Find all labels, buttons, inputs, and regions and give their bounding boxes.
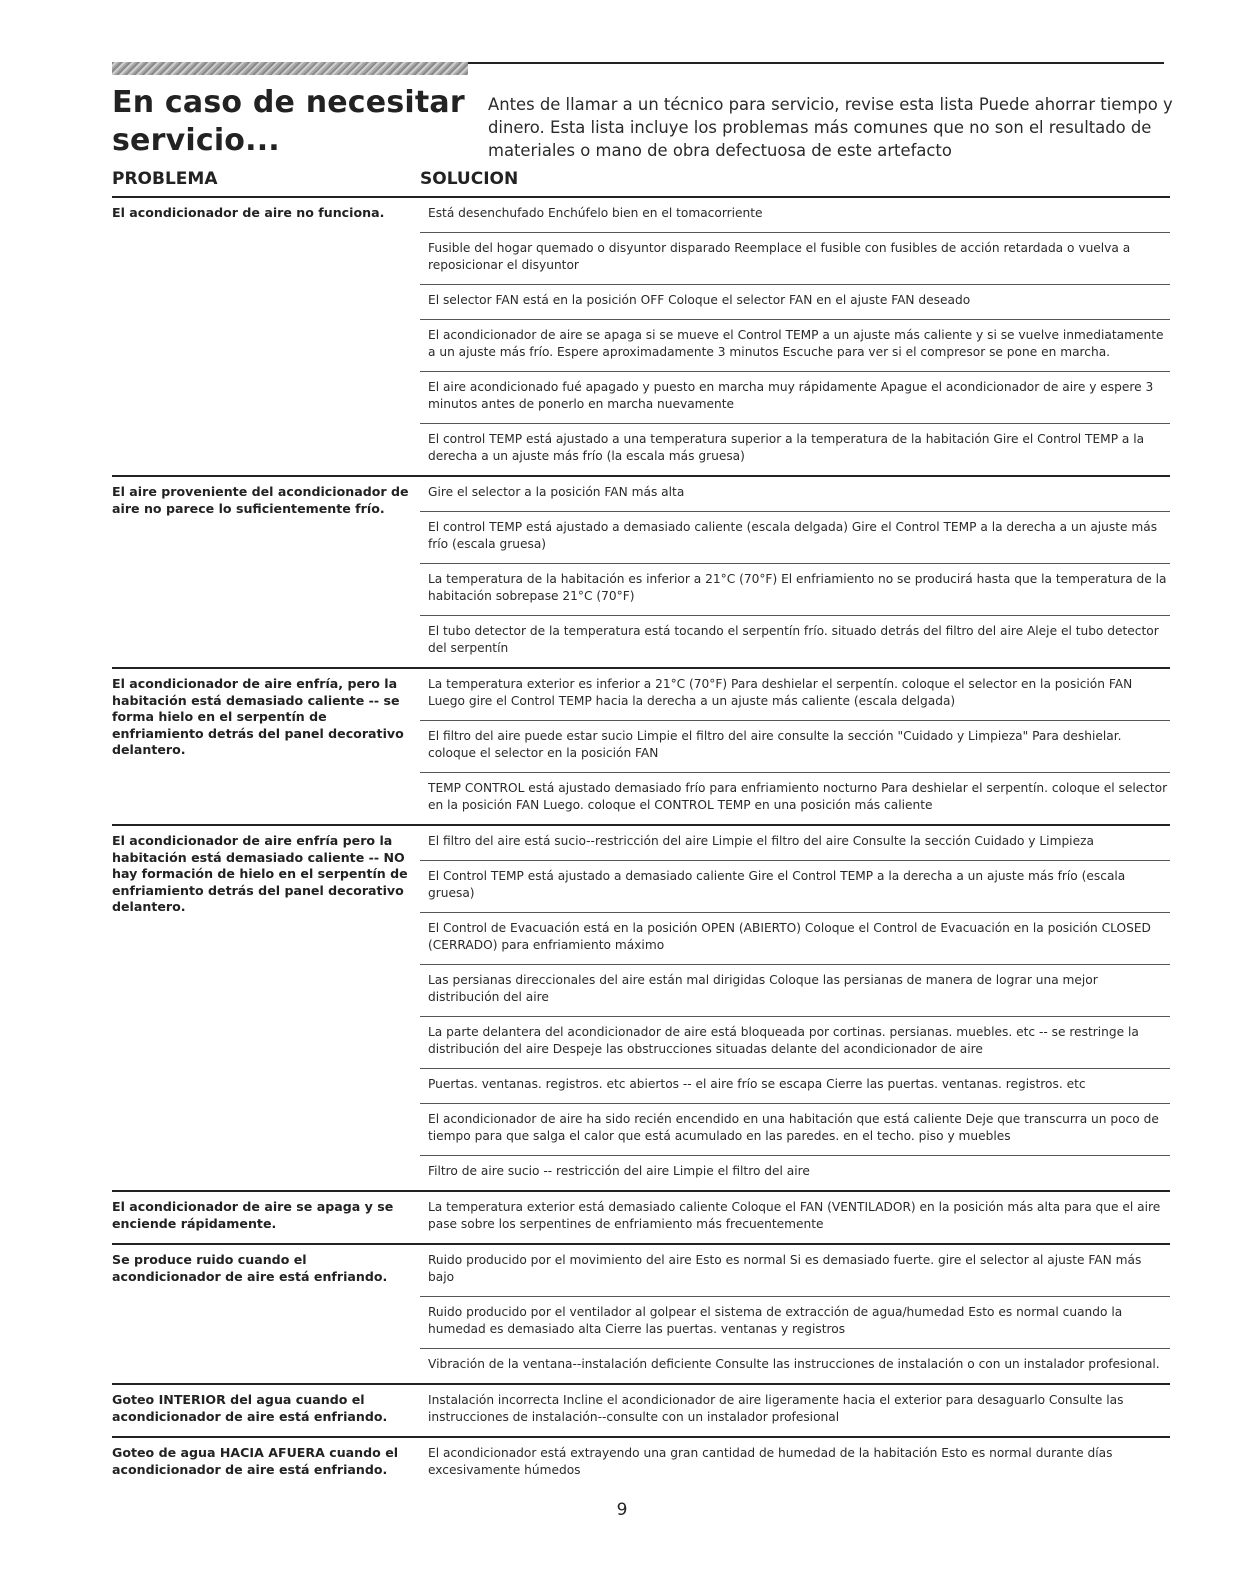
header-bar <box>112 60 1164 76</box>
trouble-group <box>112 824 1170 1190</box>
trouble-group <box>112 1190 1170 1243</box>
solution-item: Las persianas direccionales del aire están mal dirigidas Coloque las persianas de manera de lograr una mejor distribución del aire <box>420 964 1170 1016</box>
solution-list <box>420 1192 1170 1243</box>
solution-item: El selector FAN está en la posición OFF Coloque el selector FAN en el ajuste FAN deseado <box>420 284 1170 319</box>
column-header-problem: PROBLEMA <box>112 169 218 189</box>
solution-list <box>420 669 1170 824</box>
solution-item: El control TEMP está ajustado a demasiado caliente (escala delgada) Gire el Control TEMP a la derecha a un ajuste más frío (escala gruesa) <box>420 511 1170 563</box>
solution-list <box>420 1385 1170 1436</box>
solution-item: Está desenchufado Enchúfelo bien en el tomacorriente <box>428 206 763 220</box>
solution-item: Instalación incorrecta Incline el acondicionador de aire ligeramente hacia el exterior para desaguarlo Consulte las instrucciones de instalación--consulte con un instalador profesional <box>428 1393 1124 1424</box>
problem-text: El acondicionador de aire enfría, pero la habitación está demasiado caliente -- se forma hielo en el serpentín de enfriamiento detrás del panel decorativo delantero. <box>112 676 404 757</box>
solution-list <box>420 198 1170 475</box>
solution-item: El acondicionador de aire ha sido recién encendido en una habitación que está caliente Deje que transcurra un poco de tiempo para que salga el calor que está acumulado en las paredes. en el techo. piso y muebles <box>420 1103 1170 1155</box>
solution-item: El Control de Evacuación está en la posición OPEN (ABIERTO) Coloque el Control de Evacuación en la posición CLOSED (CERRADO) para enfriamiento máximo <box>420 912 1170 964</box>
solution-item: El acondicionador de aire se apaga si se mueve el Control TEMP a un ajuste más caliente y si se vuelve inmediatamente a un ajuste más frío. Espere aproximadamente 3 minutos Escuche para ver si el compresor se pone en marcha. <box>420 319 1170 371</box>
solution-item: Ruido producido por el movimiento del aire Esto es normal Si es demasiado fuerte. gire el selector al ajuste FAN más bajo <box>428 1253 1142 1284</box>
problem-text: El acondicionador de aire enfría pero la habitación está demasiado caliente -- NO hay formación de hielo en el serpentín de enfriamiento detrás del panel decorativo delantero. <box>112 833 408 914</box>
intro-paragraph: Antes de llamar a un técnico para servicio, revise esta lista Puede ahorrar tiempo y dinero. Esta lista incluye los problemas más comunes que no son el resultado de materiales o mano de obra defectuosa de este artefacto <box>488 95 1173 160</box>
solution-item: El control TEMP está ajustado a una temperatura superior a la temperatura de la habitación Gire el Control TEMP a la derecha a un ajuste más frío (la escala más gruesa) <box>420 423 1170 475</box>
solution-list <box>420 1245 1170 1383</box>
problem-text: Se produce ruido cuando el acondicionador de aire está enfriando. <box>112 1252 388 1284</box>
trouble-group <box>112 1243 1170 1383</box>
problem-text: El acondicionador de aire se apaga y se enciende rápidamente. <box>112 1199 394 1231</box>
solution-item: Fusible del hogar quemado o disyuntor disparado Reemplace el fusible con fusibles de acción retardada o vuelva a reposicionar el disyuntor <box>420 232 1170 284</box>
page-title: En caso de necesitar servicio... <box>112 85 465 158</box>
trouble-group <box>112 1383 1170 1436</box>
trouble-group <box>112 475 1170 667</box>
solution-item: Puertas. ventanas. registros. etc abiertos -- el aire frío se escapa Cierre las puertas. ventanas. registros. etc <box>420 1068 1170 1103</box>
header-pattern-strip <box>112 62 468 75</box>
trouble-group <box>112 667 1170 824</box>
solution-list <box>420 1438 1170 1489</box>
page-number: 9 <box>616 1500 628 1520</box>
solution-item: El Control TEMP está ajustado a demasiado caliente Gire el Control TEMP a la derecha a un ajuste más frío (escala gruesa) <box>420 860 1170 912</box>
solution-item: Vibración de la ventana--instalación deficiente Consulte las instrucciones de instalación o con un instalador profesional. <box>420 1348 1170 1383</box>
solution-item: La parte delantera del acondicionador de aire está bloqueada por cortinas. persianas. muebles. etc -- se restringe la distribución del aire Despeje las obstrucciones situadas delante del acondicionador de aire <box>420 1016 1170 1068</box>
solution-item: El filtro del aire está sucio--restricción del aire Limpie el filtro del aire Consulte la sección Cuidado y Limpieza <box>428 834 1094 848</box>
problem-text: El acondicionador de aire no funciona. <box>112 205 385 220</box>
troubleshooting-table <box>112 196 1170 1489</box>
solution-item: El aire acondicionado fué apagado y puesto en marcha muy rápidamente Apague el acondicionador de aire y espere 3 minutos antes de ponerlo en marcha nuevamente <box>420 371 1170 423</box>
solution-item: La temperatura de la habitación es inferior a 21°C (70°F) El enfriamiento no se producirá hasta que la temperatura de la habitación sobrepase 21°C (70°F) <box>420 563 1170 615</box>
solution-list <box>420 477 1170 667</box>
problem-text: El aire proveniente del acondicionador de aire no parece lo suficientemente frío. <box>112 484 409 516</box>
solution-item: TEMP CONTROL está ajustado demasiado frío para enfriamiento nocturno Para deshielar el serpentín. coloque el selector en la posición FAN Luego. coloque el CONTROL TEMP en una posición más caliente <box>420 772 1170 824</box>
solution-item: Ruido producido por el ventilador al golpear el sistema de extracción de agua/humedad Esto es normal cuando la humedad es demasiado alta Cierre las puertas. ventanas y registros <box>420 1296 1170 1348</box>
column-header-solution: SOLUCION <box>420 169 519 189</box>
solution-item: El acondicionador está extrayendo una gran cantidad de humedad de la habitación Esto es normal durante días excesivamente húmedos <box>428 1446 1113 1477</box>
solution-item: El filtro del aire puede estar sucio Limpie el filtro del aire consulte la sección "Cuidado y Limpieza" Para deshielar. coloque el selector en la posición FAN <box>420 720 1170 772</box>
solution-item: La temperatura exterior está demasiado caliente Coloque el FAN (VENTILADOR) en la posición más alta para que el aire pase sobre los serpentines de enfriamiento más frecuentemente <box>428 1200 1161 1231</box>
solution-item: La temperatura exterior es inferior a 21°C (70°F) Para deshielar el serpentín. coloque el selector en la posición FAN Luego gire el Control TEMP hacia la derecha a un ajuste más caliente (escala delgada) <box>428 677 1133 708</box>
header-rule <box>468 62 1164 64</box>
solution-item: Gire el selector a la posición FAN más alta <box>428 485 685 499</box>
trouble-group <box>112 196 1170 475</box>
solution-item: Filtro de aire sucio -- restricción del aire Limpie el filtro del aire <box>420 1155 1170 1190</box>
problem-text: Goteo INTERIOR del agua cuando el acondicionador de aire está enfriando. <box>112 1392 388 1424</box>
trouble-group <box>112 1436 1170 1489</box>
problem-text: Goteo de agua HACIA AFUERA cuando el acondicionador de aire está enfriando. <box>112 1445 399 1477</box>
solution-list <box>420 826 1170 1190</box>
solution-item: El tubo detector de la temperatura está tocando el serpentín frío. situado detrás del filtro del aire Aleje el tubo detector del serpentín <box>420 615 1170 667</box>
